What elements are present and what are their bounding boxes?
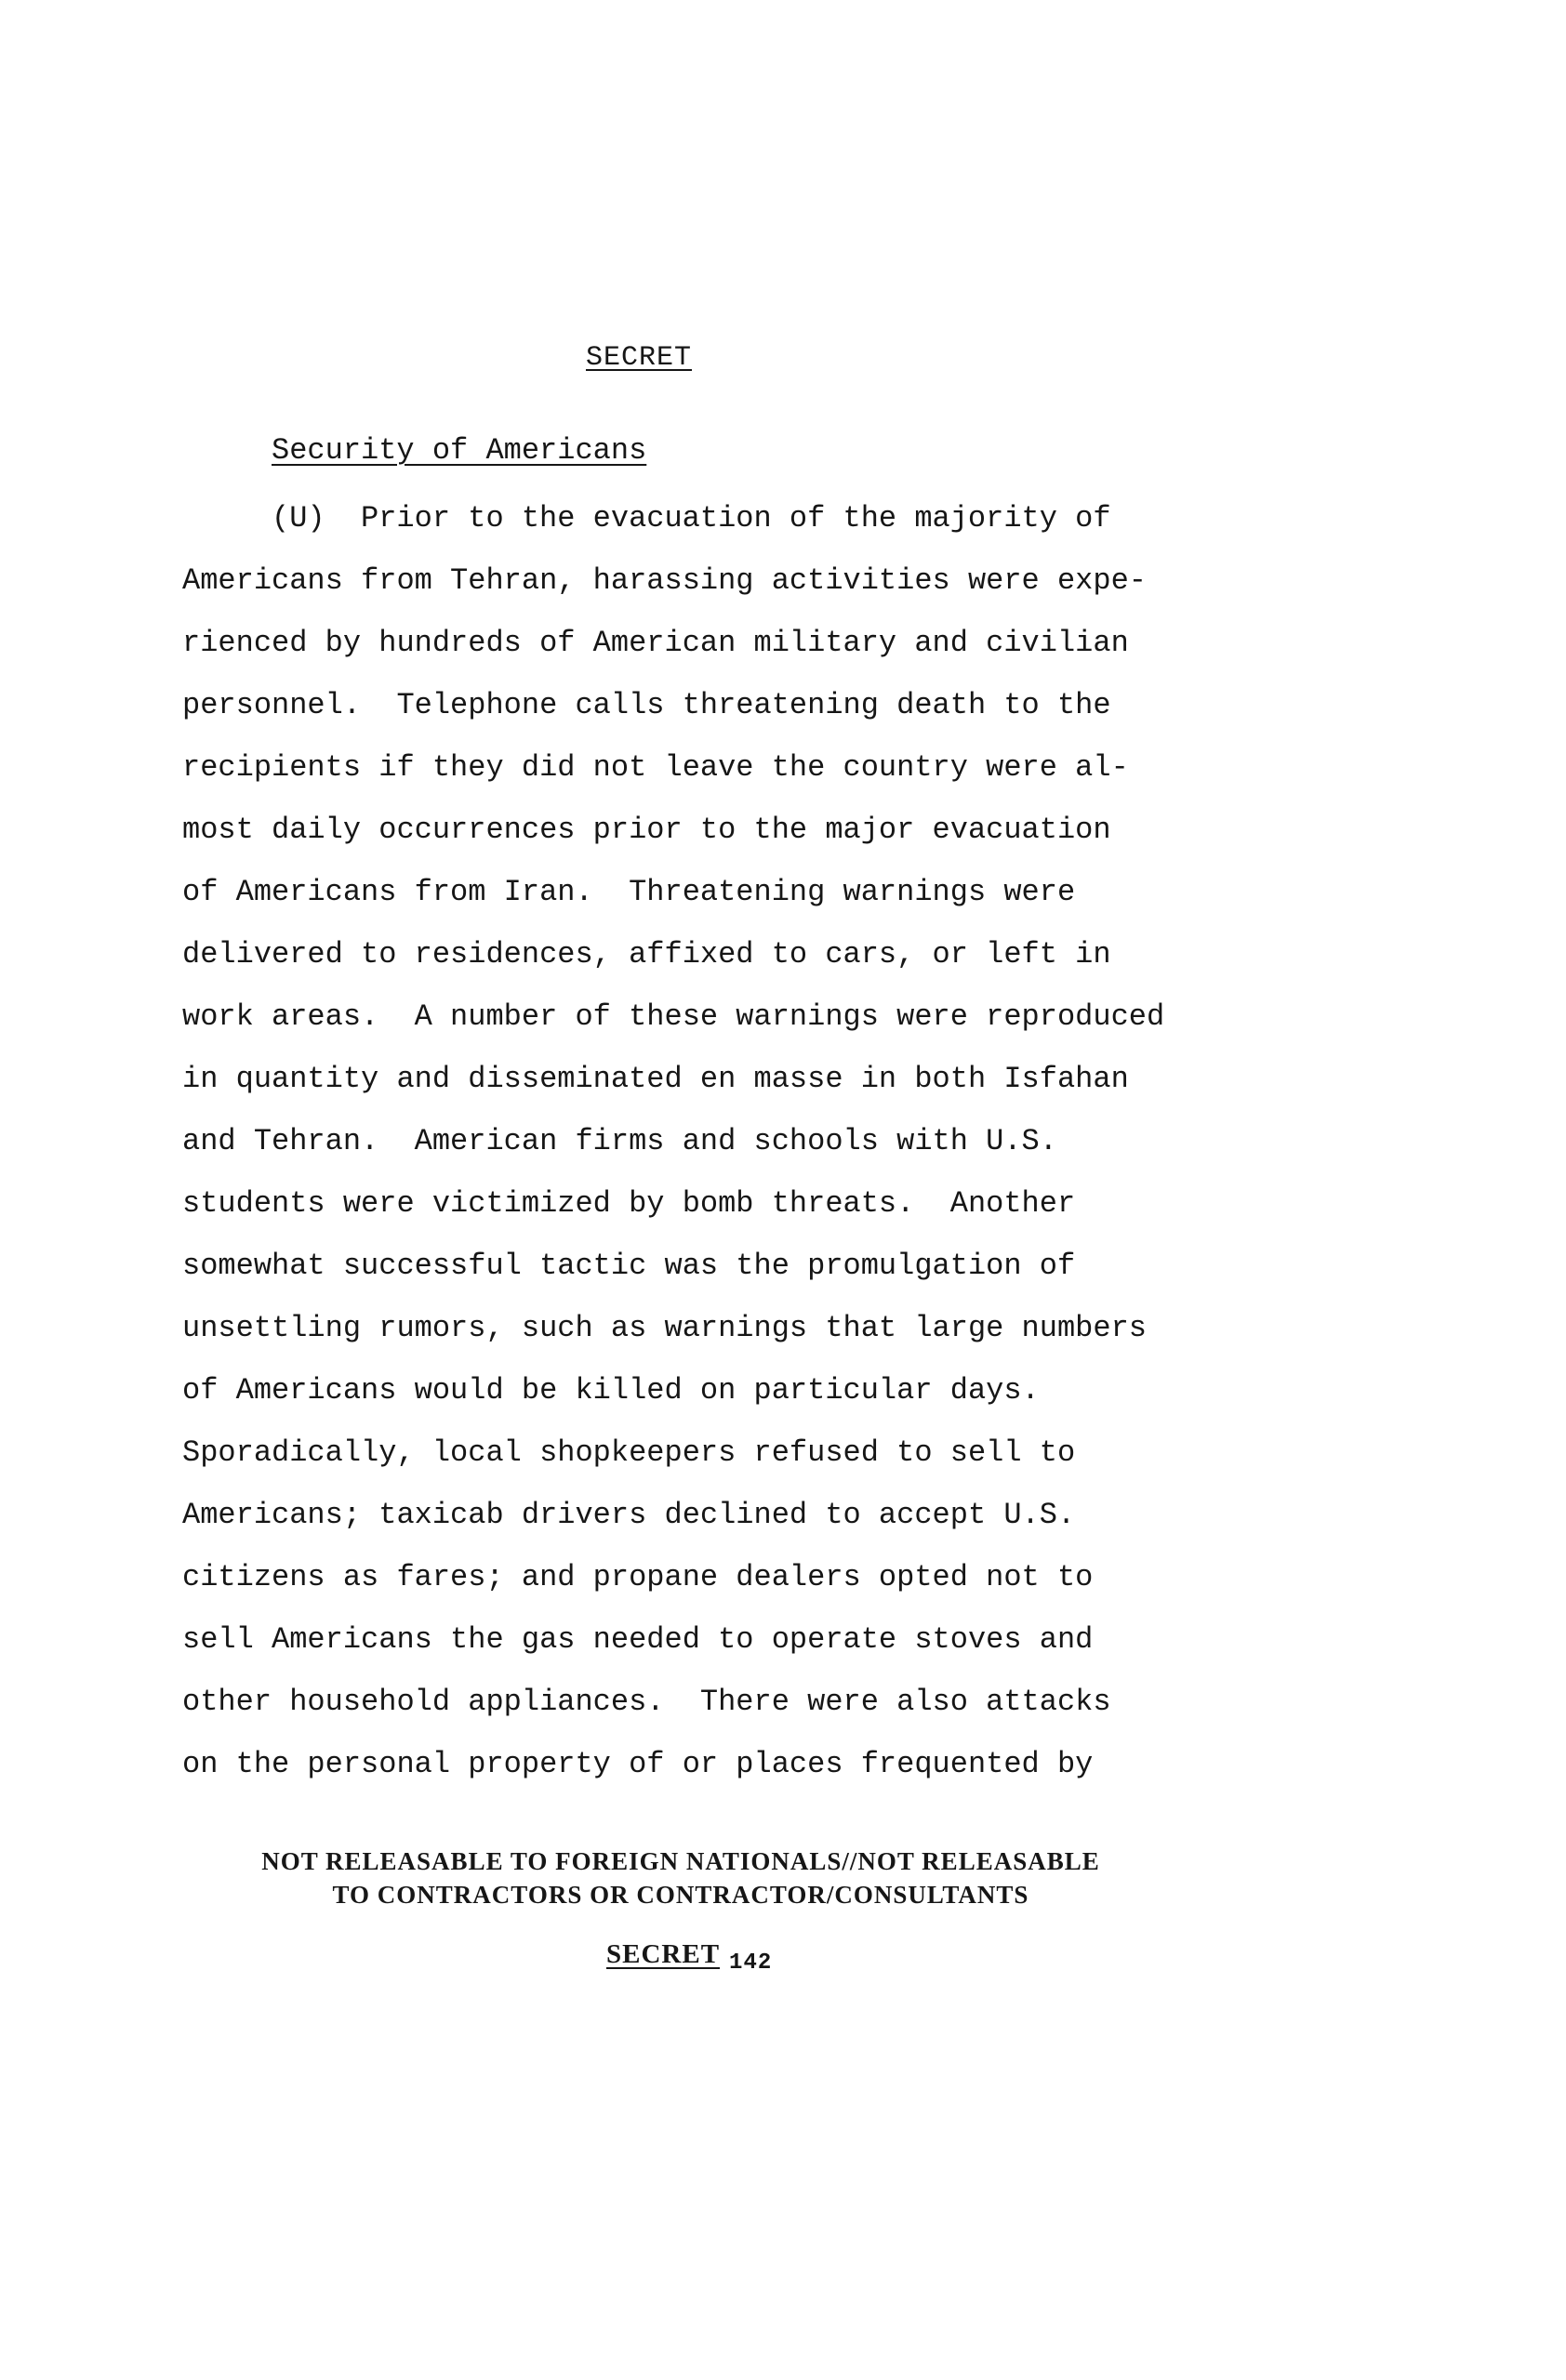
paragraph-line: sell Americans the gas needed to operate stoves and bbox=[182, 1622, 1094, 1657]
paragraph-line: in quantity and disseminated en masse in both Isfahan bbox=[182, 1062, 1129, 1096]
paragraph-line: (U) Prior to the evacuation of the majority of bbox=[272, 501, 1111, 536]
paragraph-line: personnel. Telephone calls threatening death to the bbox=[182, 688, 1111, 722]
paragraph-line: of Americans from Iran. Threatening warnings were bbox=[182, 875, 1076, 909]
paragraph-line: unsettling rumors, such as warnings that large numbers bbox=[182, 1311, 1147, 1345]
paragraph-line: other household appliances. There were also attacks bbox=[182, 1685, 1111, 1719]
top-classification-marking: SECRET bbox=[586, 342, 693, 374]
paragraph-line: Sporadically, local shopkeepers refused to sell to bbox=[182, 1435, 1076, 1470]
body-paragraph bbox=[182, 487, 1242, 1795]
bottom-classification-marking: SECRET bbox=[606, 1939, 721, 1969]
bottom-classification-block bbox=[606, 1939, 773, 1976]
paragraph-line: work areas. A number of these warnings were reproduced bbox=[182, 999, 1165, 1034]
caveat-line: TO CONTRACTORS OR CONTRACTOR/CONSULTANTS bbox=[332, 1881, 1029, 1909]
paragraph-line: and Tehran. American firms and schools with U.S. bbox=[182, 1124, 1057, 1158]
paragraph-line: most daily occurrences prior to the major evacuation bbox=[182, 813, 1111, 847]
paragraph-line: rienced by hundreds of American military and civilian bbox=[182, 626, 1129, 660]
paragraph-line: Americans; taxicab drivers declined to accept U.S. bbox=[182, 1498, 1076, 1532]
handling-caveat bbox=[197, 1844, 1164, 1911]
page-number: 142 bbox=[729, 1950, 773, 1976]
paragraph-line: delivered to residences, affixed to cars, or left in bbox=[182, 937, 1111, 972]
caveat-line: NOT RELEASABLE TO FOREIGN NATIONALS//NOT RELEASABLE bbox=[261, 1847, 1100, 1875]
paragraph-line: of Americans would be killed on particular days. bbox=[182, 1373, 1040, 1408]
paragraph-line: students were victimized by bomb threats. Another bbox=[182, 1186, 1076, 1221]
paragraph-line: citizens as fares; and propane dealers opted not to bbox=[182, 1560, 1094, 1594]
paragraph-line: recipients if they did not leave the country were al- bbox=[182, 750, 1129, 785]
paragraph-line: on the personal property of or places frequented by bbox=[182, 1747, 1094, 1781]
paragraph-line: somewhat successful tactic was the promulgation of bbox=[182, 1249, 1076, 1283]
section-heading: Security of Americans bbox=[272, 433, 647, 468]
paragraph-line: Americans from Tehran, harassing activities were expe- bbox=[182, 563, 1147, 598]
